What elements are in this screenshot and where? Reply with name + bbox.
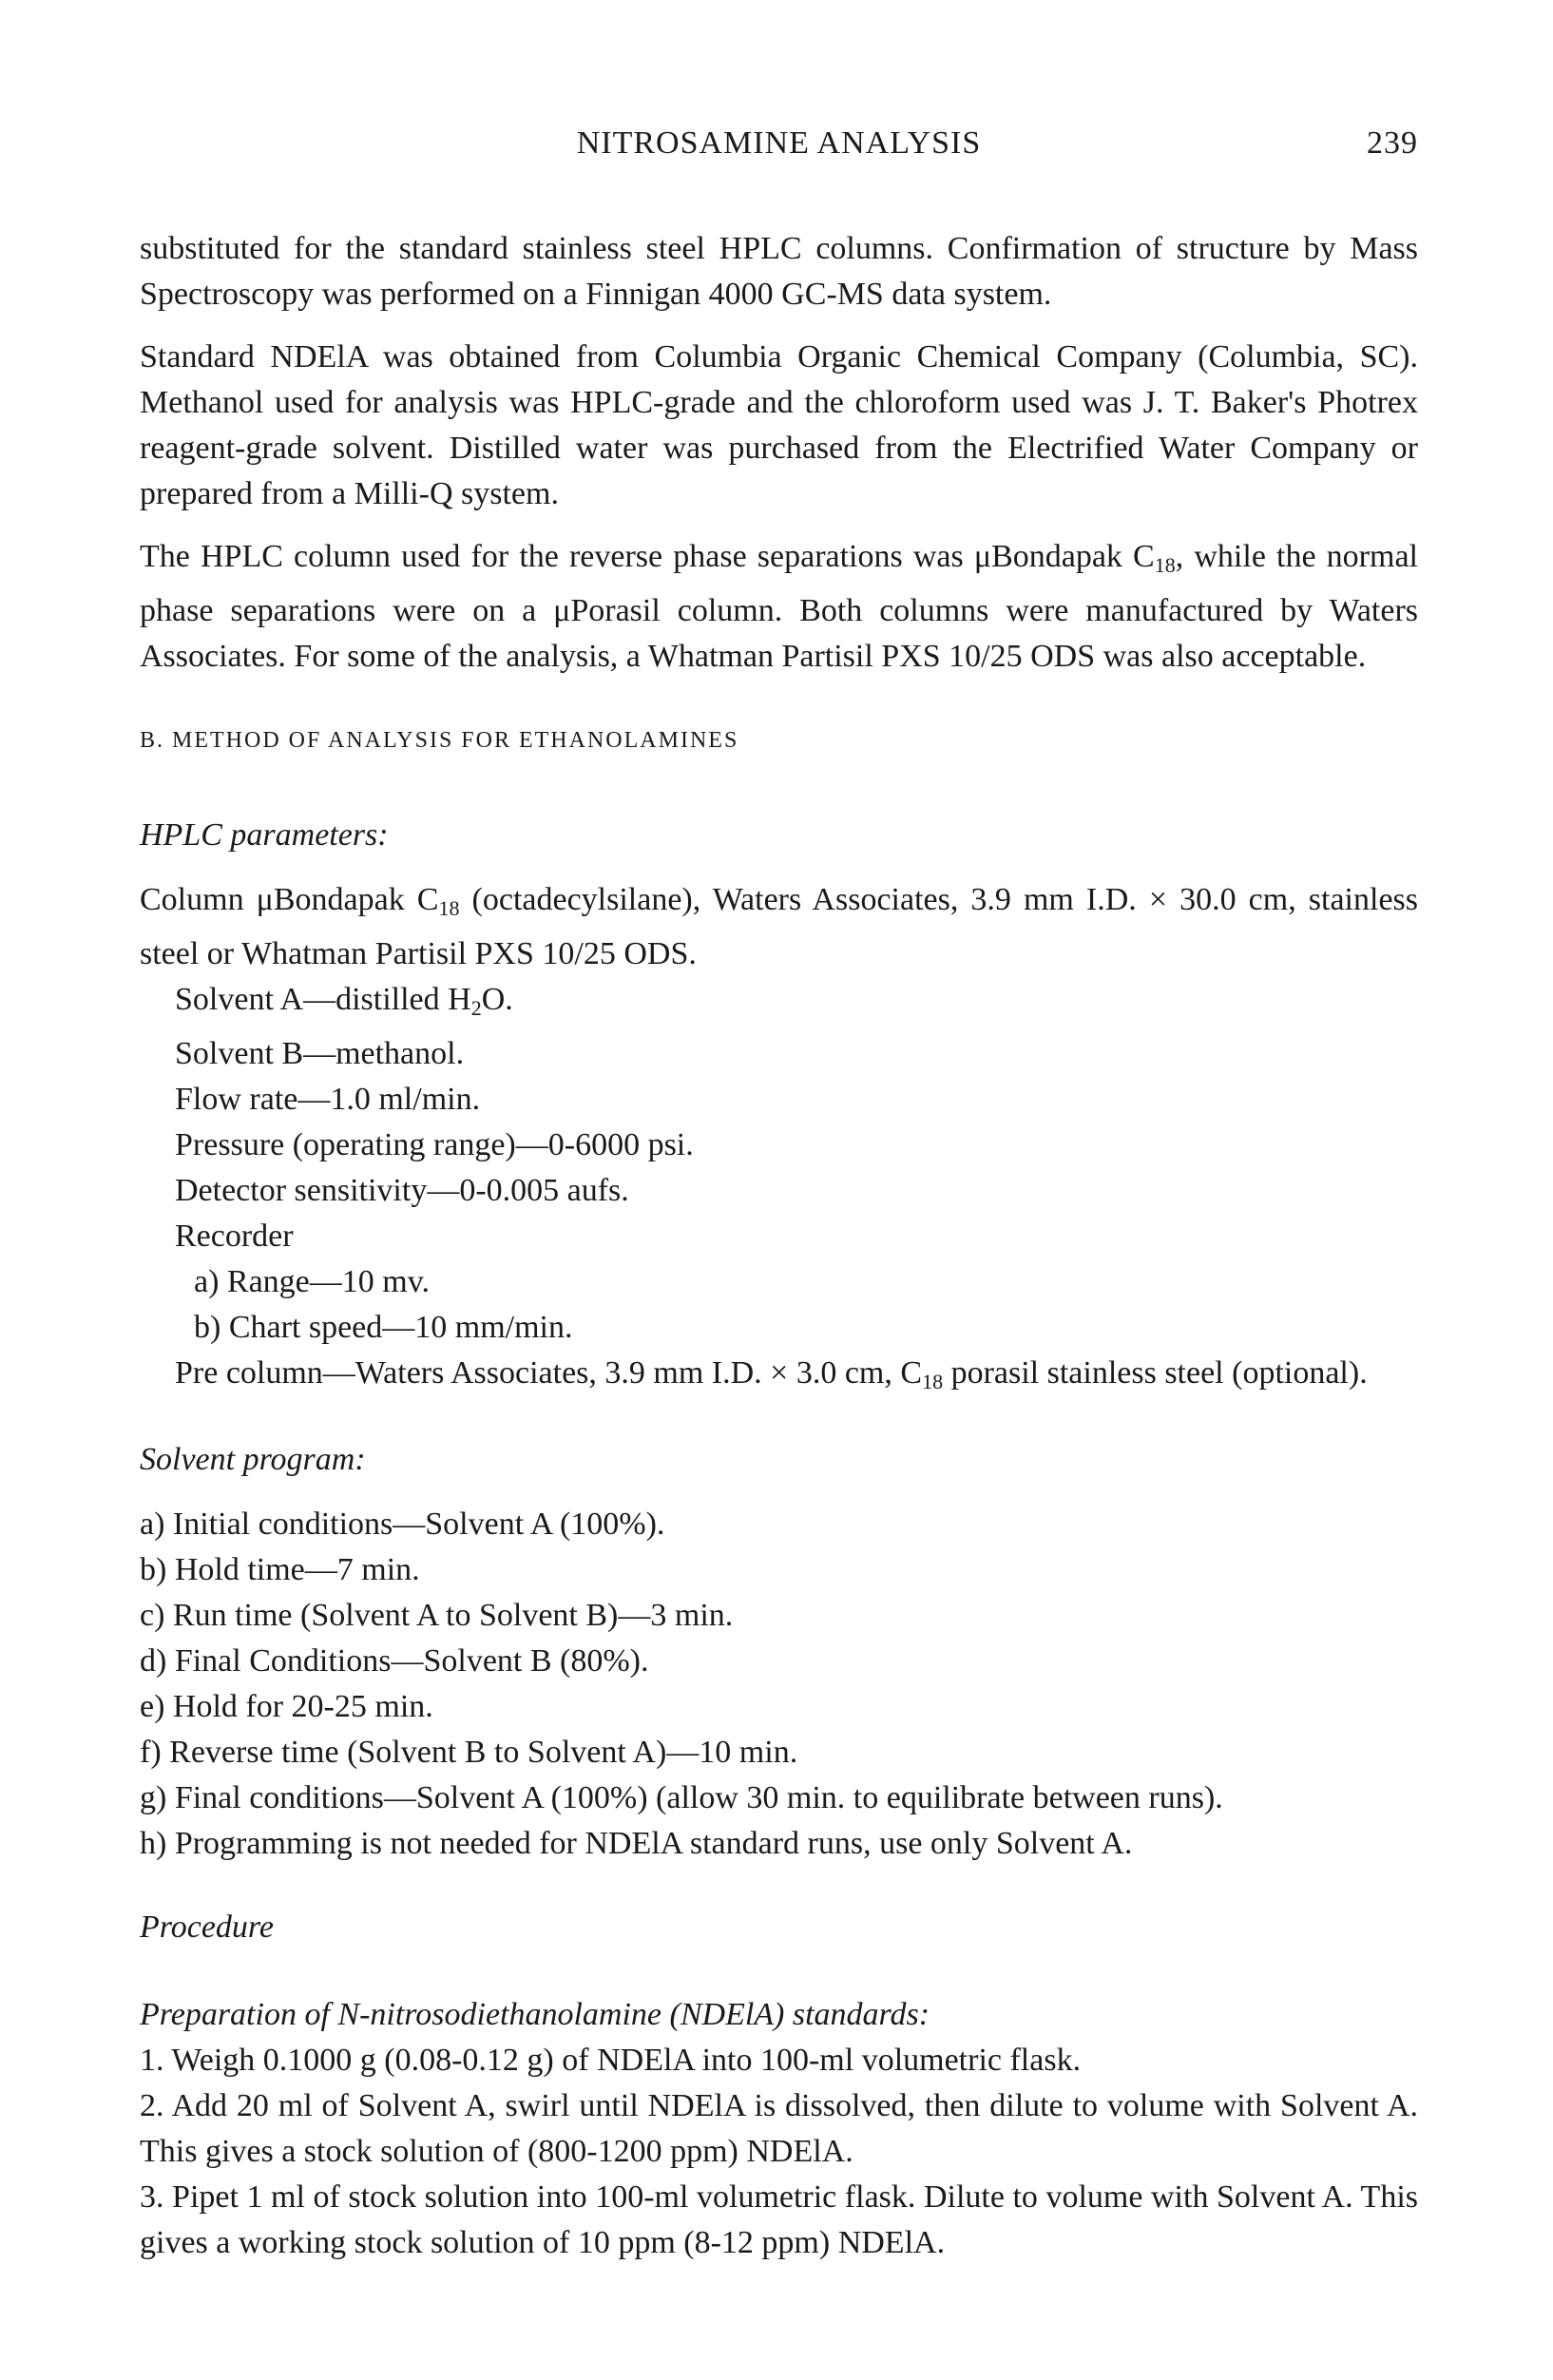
solvent-program-item: f) Reverse time (Solvent B to Solvent A)—10 min.	[140, 1735, 798, 1770]
solvent-program-item: a) Initial conditions—Solvent A (100%).	[140, 1507, 665, 1542]
param-flow-rate: Flow rate—1.0 ml/min.	[175, 1082, 481, 1117]
param-solvent-a-text-a: Solvent A—distilled H	[175, 982, 471, 1017]
solvent-program-item: c) Run time (Solvent A to Solvent B)—3 min.	[140, 1598, 734, 1633]
solvent-program-item: d) Final Conditions—Solvent B (80%).	[140, 1643, 649, 1679]
procedure-subheading: Preparation of N-nitrosodiethanolamine (NDElA) standards:	[140, 1997, 930, 2032]
hplc-parameters-list	[140, 877, 1418, 1405]
procedure-step: 2. Add 20 ml of Solvent A, swirl until NDElA is dissolved, then dilute to volume with Solvent A. This gives a stock solution of (800-1200 ppm) NDElA.	[140, 2088, 1418, 2169]
param-recorder-chart-speed: b) Chart speed—10 mm/min.	[194, 1310, 573, 1345]
param-pre-column-subscript: 18	[922, 1370, 944, 1393]
param-pre-column	[140, 1351, 1418, 1405]
param-column-text-b: (octadecylsilane), Waters Associates, 3.9 mm I.D. × 30.0 cm, stainless steel or Whatman Partisil PXS 10/25 ODS.	[140, 882, 1418, 971]
param-column-text-a: Column μBondapak C	[140, 882, 439, 917]
running-title: NITROSAMINE ANALYSIS	[576, 125, 982, 161]
param-pre-column-text-a: Pre column—Waters Associates, 3.9 mm I.D. × 3.0 cm, C	[175, 1355, 923, 1391]
param-solvent-a	[140, 977, 1418, 1031]
param-column	[140, 877, 1418, 977]
param-column-subscript: 18	[438, 896, 460, 920]
paragraph-3-text-b: , while the normal phase separations were on a μPorasil column. Both columns were manufactured by Waters Associates. For some of the analysis, a Whatman Partisil PXS 10/25 ODS was also acceptable.	[140, 539, 1418, 674]
paragraph-3	[140, 534, 1418, 680]
procedure-step: 1. Weigh 0.1000 g (0.08-0.12 g) of NDElA into 100-ml volumetric flask.	[140, 2043, 1082, 2078]
param-solvent-a-text-b: O.	[481, 982, 513, 1017]
paragraph-1: substituted for the standard stainless steel HPLC columns. Confirmation of structure by Mass Spectroscopy was performed on a Finnigan 4000 GC-MS data system.	[140, 231, 1418, 312]
procedure-step: 3. Pipet 1 ml of stock solution into 100-ml volumetric flask. Dilute to volume with Solvent A. This gives a working stock solution of 10 ppm (8-12 ppm) NDElA.	[140, 2179, 1418, 2260]
solvent-program-item: h) Programming is not needed for NDElA standard runs, use only Solvent A.	[140, 1826, 1133, 1861]
solvent-program-list	[140, 1502, 1418, 1867]
paragraph-3-subscript: 18	[1154, 553, 1176, 577]
param-recorder-range: a) Range—10 mv.	[194, 1264, 431, 1299]
hplc-parameters-label: HPLC parameters:	[140, 817, 389, 853]
procedure-steps	[140, 2038, 1418, 2266]
body-text	[140, 226, 1418, 2266]
page-number: 239	[1367, 125, 1418, 161]
param-detector: Detector sensitivity—0-0.005 aufs.	[175, 1173, 629, 1208]
paragraph-3-text-a: The HPLC column used for the reverse phase separations was μBondapak C	[140, 539, 1155, 574]
solvent-program-item: g) Final conditions—Solvent A (100%) (allow 30 min. to equilibrate between runs).	[140, 1780, 1223, 1815]
solvent-program-item: b) Hold time—7 min.	[140, 1552, 420, 1587]
procedure-heading: Procedure	[140, 1910, 274, 1945]
solvent-program-label: Solvent program:	[140, 1442, 366, 1477]
solvent-program-item: e) Hold for 20-25 min.	[140, 1689, 433, 1724]
param-recorder: Recorder	[175, 1219, 294, 1254]
section-heading: B. METHOD OF ANALYSIS FOR ETHANOLAMINES	[140, 728, 739, 753]
param-solvent-a-subscript: 2	[470, 996, 482, 1020]
param-solvent-b: Solvent B—methanol.	[175, 1036, 465, 1071]
paragraph-2: Standard NDElA was obtained from Columbia Organic Chemical Company (Columbia, SC). Methanol used for analysis was HPLC-grade and the chloroform used was J. T. Baker's Photrex reagent-grade solvent. Distilled water was purchased from the Electrified Water Company or prepared from a Milli-Q system.	[140, 339, 1418, 511]
param-pre-column-text-b: porasil stainless steel (optional).	[943, 1355, 1368, 1391]
param-pressure: Pressure (operating range)—0-6000 psi.	[175, 1127, 694, 1162]
